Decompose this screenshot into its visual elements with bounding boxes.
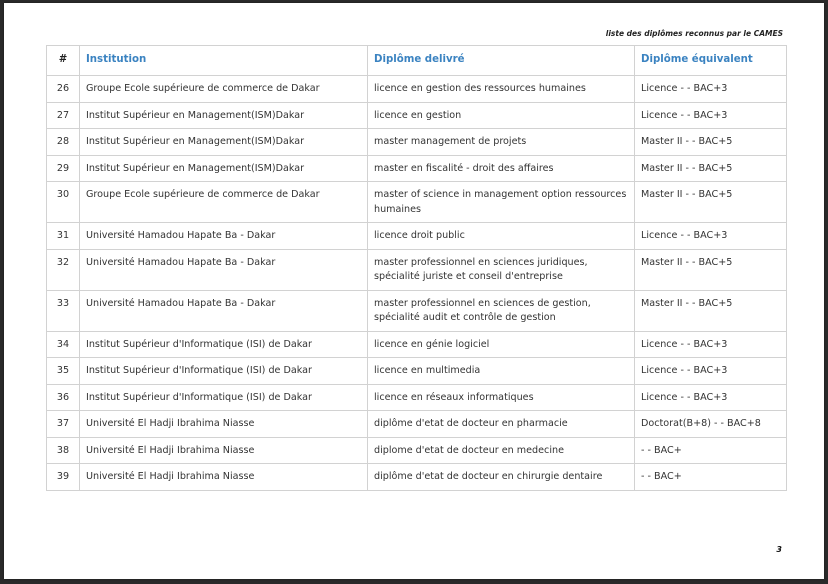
cell-institution: Institut Supérieur en Management(ISM)Dakar [80, 129, 368, 156]
table-row [47, 331, 787, 358]
diplomas-table [46, 45, 787, 491]
cell-institution: Groupe Ecole supérieure de commerce de Dakar [80, 76, 368, 103]
table-row [47, 384, 787, 411]
cell-num: 35 [47, 358, 80, 385]
table-row [47, 249, 787, 290]
cell-institution: Université El Hadji Ibrahima Niasse [80, 437, 368, 464]
cell-equivalent: Licence - - BAC+3 [635, 331, 787, 358]
cell-equivalent: - - BAC+ [635, 464, 787, 491]
header-note: liste des diplômes reconnus par le CAMES [605, 29, 783, 38]
cell-institution: Université El Hadji Ibrahima Niasse [80, 464, 368, 491]
cell-institution: Université Hamadou Hapate Ba - Dakar [80, 290, 368, 331]
table-row [47, 102, 787, 129]
cell-num: 31 [47, 223, 80, 250]
cell-num: 30 [47, 182, 80, 223]
cell-diplome: licence en réseaux informatiques [368, 384, 635, 411]
cell-equivalent: Licence - - BAC+3 [635, 102, 787, 129]
cell-num: 36 [47, 384, 80, 411]
cell-diplome: licence droit public [368, 223, 635, 250]
page-number: 3 [776, 545, 782, 554]
cell-num: 29 [47, 155, 80, 182]
cell-equivalent: Master II - - BAC+5 [635, 155, 787, 182]
cell-num: 33 [47, 290, 80, 331]
cell-equivalent: - - BAC+ [635, 437, 787, 464]
cell-institution: Groupe Ecole supérieure de commerce de Dakar [80, 182, 368, 223]
cell-diplome: master management de projets [368, 129, 635, 156]
header-equivalent: Diplôme équivalent [635, 46, 787, 76]
cell-diplome: licence en gestion des ressources humaines [368, 76, 635, 103]
table-row [47, 464, 787, 491]
table-row [47, 358, 787, 385]
table-row [47, 437, 787, 464]
cell-institution: Institut Supérieur d'Informatique (ISI) de Dakar [80, 384, 368, 411]
cell-diplome: licence en génie logiciel [368, 331, 635, 358]
document-page [4, 3, 824, 579]
cell-institution: Université El Hadji Ibrahima Niasse [80, 411, 368, 438]
table-row [47, 155, 787, 182]
cell-diplome: diplôme d'etat de docteur en pharmacie [368, 411, 635, 438]
cell-equivalent: Doctorat(B+8) - - BAC+8 [635, 411, 787, 438]
cell-diplome: licence en gestion [368, 102, 635, 129]
header-institution: Institution [80, 46, 368, 76]
cell-num: 37 [47, 411, 80, 438]
cell-equivalent: Master II - - BAC+5 [635, 249, 787, 290]
cell-num: 26 [47, 76, 80, 103]
table-row [47, 411, 787, 438]
table-row [47, 76, 787, 103]
cell-diplome: master professionnel en sciences juridiques, spécialité juriste et conseil d'entreprise [368, 249, 635, 290]
cell-diplome: diplome d'etat de docteur en medecine [368, 437, 635, 464]
table-row [47, 223, 787, 250]
header-num: # [47, 46, 80, 76]
header-diplome: Diplôme delivré [368, 46, 635, 76]
table-row [47, 290, 787, 331]
cell-diplome: diplôme d'etat de docteur en chirurgie dentaire [368, 464, 635, 491]
cell-num: 34 [47, 331, 80, 358]
cell-institution: Institut Supérieur en Management(ISM)Dakar [80, 102, 368, 129]
cell-equivalent: Licence - - BAC+3 [635, 384, 787, 411]
cell-num: 28 [47, 129, 80, 156]
cell-diplome: master professionnel en sciences de gestion, spécialité audit et contrôle de gestion [368, 290, 635, 331]
cell-num: 27 [47, 102, 80, 129]
cell-institution: Université Hamadou Hapate Ba - Dakar [80, 249, 368, 290]
cell-equivalent: Licence - - BAC+3 [635, 76, 787, 103]
cell-equivalent: Licence - - BAC+3 [635, 358, 787, 385]
cell-num: 32 [47, 249, 80, 290]
table-row [47, 182, 787, 223]
cell-equivalent: Master II - - BAC+5 [635, 182, 787, 223]
cell-equivalent: Master II - - BAC+5 [635, 129, 787, 156]
cell-diplome: licence en multimedia [368, 358, 635, 385]
cell-equivalent: Master II - - BAC+5 [635, 290, 787, 331]
cell-equivalent: Licence - - BAC+3 [635, 223, 787, 250]
cell-institution: Université Hamadou Hapate Ba - Dakar [80, 223, 368, 250]
cell-num: 38 [47, 437, 80, 464]
cell-diplome: master en fiscalité - droit des affaires [368, 155, 635, 182]
table-header-row [47, 46, 787, 76]
cell-institution: Institut Supérieur d'Informatique (ISI) de Dakar [80, 358, 368, 385]
cell-diplome: master of science in management option ressources humaines [368, 182, 635, 223]
cell-institution: Institut Supérieur en Management(ISM)Dakar [80, 155, 368, 182]
cell-institution: Institut Supérieur d'Informatique (ISI) de Dakar [80, 331, 368, 358]
table-row [47, 129, 787, 156]
cell-num: 39 [47, 464, 80, 491]
